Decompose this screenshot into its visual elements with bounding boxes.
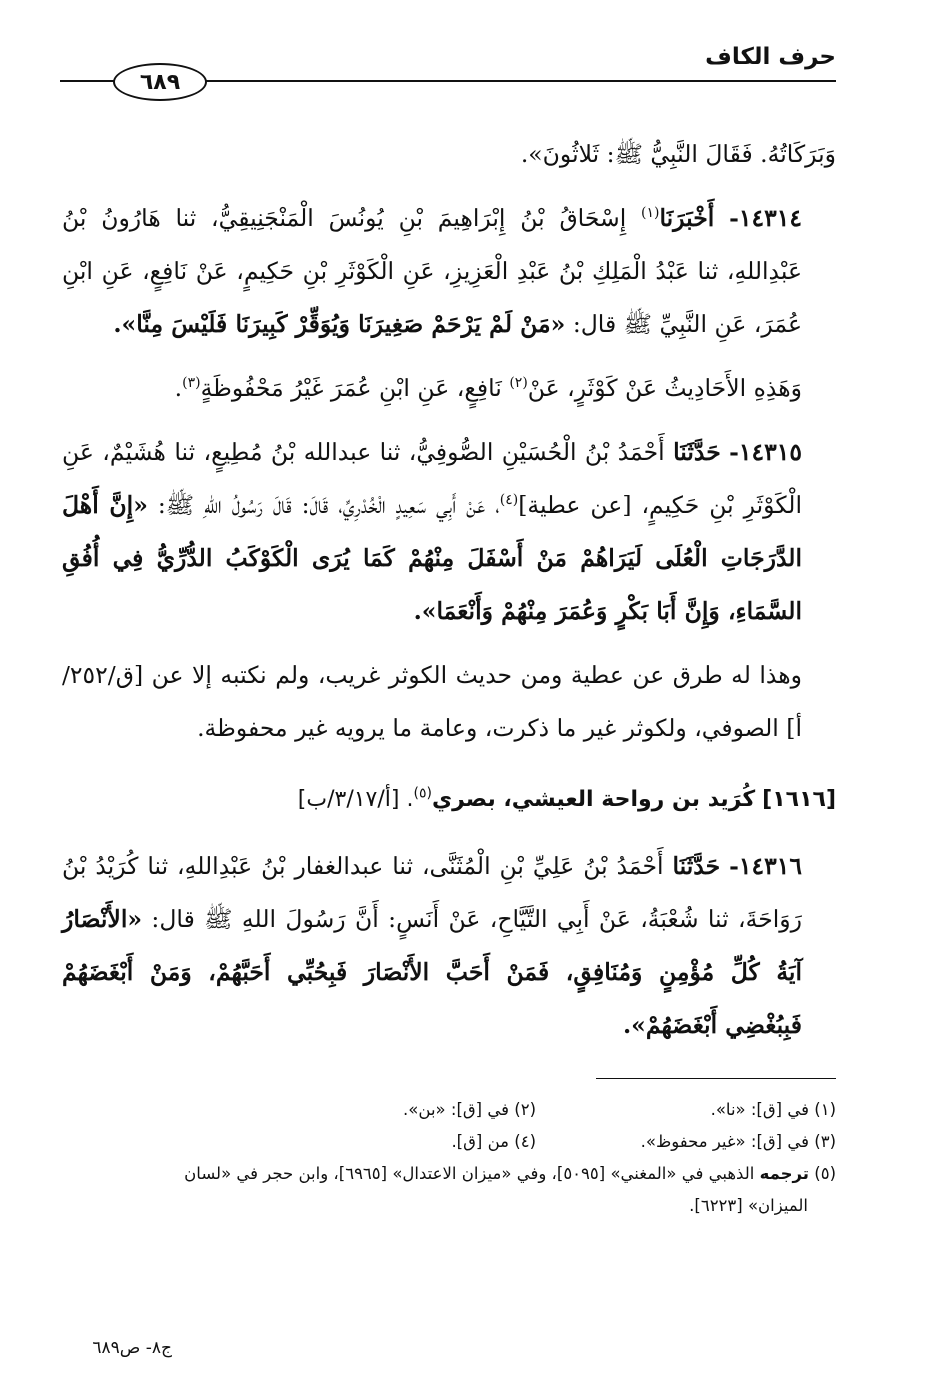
footnote-1: (١) في [ق]: «نا». xyxy=(710,1100,836,1119)
editor-note xyxy=(62,362,836,415)
author-comment xyxy=(62,649,836,755)
footnote-row xyxy=(62,1126,836,1158)
hadith-matn: «إِنَّ أَهْلَ الدَّرَجَاتِ الْعُلَى لَيَرَاهُمْ مَنْ أَسْفَلَ مِنْهُمْ كَمَا يُرَى الْكَوْكَبُ الدُّرِّيُّ فِي أُفُقِ السَّمَاءِ، وَإِنَّ أَبَا بَكْرٍ وَعُمَرَ مِنْهُمْ وَأَنْعَمَا». xyxy=(62,491,802,625)
main-text xyxy=(62,128,836,1063)
footnote-ref-3: (٣) xyxy=(182,375,201,392)
hadith-14314 xyxy=(62,192,836,351)
note-text-a: وَهَذِهِ الأَحَادِيثُ عَنْ كَوْثَرٍ، عَنْ xyxy=(527,374,802,402)
hadith-verb: أَخْبَرَنَا xyxy=(659,204,715,232)
footnote-2: (٢) في [ق]: «بن». xyxy=(403,1100,536,1119)
hadith-isnad-a: أَحْمَدُ بْنُ الْحُسَيْنِ الصُّوفِيُّ، ثنا عبدالله بْنُ مُطِيعٍ، ثنا هُشَيْمٌ، عَنِ الْكَوْثَرِ بْنِ حَكِيمٍ، [عن عطية] xyxy=(62,438,802,519)
hadith-isnad-b: ، عَنْ أَبِي سَعِيدٍ الْخُدْرِيِّ، قَالَ: قَالَ رَسُولُ اللهِ ﷺ: xyxy=(157,491,500,519)
running-header-title: حرف الكاف xyxy=(705,44,836,70)
footnote-ref-2: (٢) xyxy=(509,375,528,392)
footnote-row xyxy=(62,1094,836,1126)
hadith-isnad: أَحْمَدُ بْنُ عَلِيِّ بْنِ الْمُثَنَّى، ثنا عبدالغفار بْنُ عَبْدِاللهِ، ثنا كُرَيْدُ بْنُ رَوَاحَةَ، ثنا شُعْبَةُ، عَنْ أَبِي التَّيَّاحِ، عَنْ أَنَسٍ: أَنَّ رَسُولَ اللهِ ﷺ قال: xyxy=(62,852,802,933)
page-number: ٦٨٩ xyxy=(139,69,181,95)
footnotes xyxy=(62,1094,836,1222)
footnote-5 xyxy=(62,1158,836,1222)
note-text-b: نَافِعٍ، عَنِ ابْنِ عُمَرَ غَيْرُ مَحْفُوظَةٍ xyxy=(200,374,502,402)
hadith-14315 xyxy=(62,426,836,638)
hadith-isnad: إِسْحَاقُ بْنُ إِبْرَاهِيمَ بْنِ يُونُسَ الْمَنْجَنِيقِيُّ، ثنا هَارُونُ بْنُ عَبْدِاللهِ، ثنا عَبْدُ الْمَلِكِ بْنُ عَبْدِ الْعَزِيزِ، عَنِ الْكَوْثَرِ بْنِ حَكِيمٍ، عَنْ نَافِعٍ، عَنِ ابْنِ عُمَرَ، عَنِ النَّبِيِّ ﷺ قال: xyxy=(62,204,802,338)
footnote-5-bold: ترجمه xyxy=(759,1164,809,1183)
manuscript-ref: . [أ/٣/١٧/ب] xyxy=(297,787,414,812)
footnote-3: (٣) في [ق]: «غير محفوظ». xyxy=(640,1132,836,1151)
hadith-matn: «مَنْ لَمْ يَرْحَمْ صَغِيرَنَا وَيُوَقِّرْ كَبِيرَنَا فَلَيْسَ مِنَّا». xyxy=(113,310,566,338)
footnote-5-number: (٥) xyxy=(814,1164,836,1183)
hadith-matn: «الأَنْصَارُ آيَةُ كُلِّ مُؤْمِنٍ وَمُنَافِقٍ، فَمَنْ أَحَبَّ الأَنْصَارَ فَبِحُبِّي أَحَبَّهُمْ، وَمَنْ أَبْغَضَهُمْ فَبِبُغْضِي أَبْغَضَهُمْ». xyxy=(62,905,802,1039)
footnote-ref-4: (٤) xyxy=(499,492,519,509)
volume-page-reference: ج٨- ص٦٨٩ xyxy=(92,1338,172,1358)
note-end: . xyxy=(174,374,183,402)
footnote-separator xyxy=(596,1078,836,1079)
narrator-entry-number: [١٦١٦] xyxy=(762,787,836,812)
paragraph-continuation xyxy=(62,128,836,181)
footnote-ref-1: (١) xyxy=(641,205,660,222)
page-number-badge xyxy=(113,63,207,101)
hadith-number: ١٤٣١٥- xyxy=(729,438,802,466)
narrator-name: كُرَيد بن رواحة العيشي، بصري xyxy=(431,787,756,812)
footnote-5-line2: الميزان» [٦٢٢٣]. xyxy=(689,1196,808,1215)
footnote-4: (٤) من [ق]. xyxy=(451,1132,536,1151)
hadith-number: ١٤٣١٤- xyxy=(729,204,802,232)
hadith-number: ١٤٣١٦- xyxy=(729,852,802,880)
footnote-5-line1: الذهبي في «المغني» [٥٠٩٥]، وفي «ميزان الاعتدال» [٦٩٦٥]، وابن حجر في «لسان xyxy=(184,1164,755,1183)
footnote-ref-5: (٥) xyxy=(413,785,432,802)
continuation-text: وَبَرَكَاتُهُ. فَقَالَ النَّبِيُّ ﷺ: ثَلاثُونَ». xyxy=(520,140,836,168)
hadith-verb: حَدَّثَنَا xyxy=(673,438,721,466)
hadith-14316 xyxy=(62,840,836,1052)
hadith-verb: حَدَّثَنَا xyxy=(672,852,721,880)
comment-text: وهذا له طرق عن عطية ومن حديث الكوثر غريب، ولم نكتبه إلا عن [ق/٢٥٢/أ] الصوفي، ولكوثر غير ما ذكرت، وعامة ما يرويه غير محفوظة. xyxy=(62,661,802,742)
narrator-heading xyxy=(62,773,836,826)
